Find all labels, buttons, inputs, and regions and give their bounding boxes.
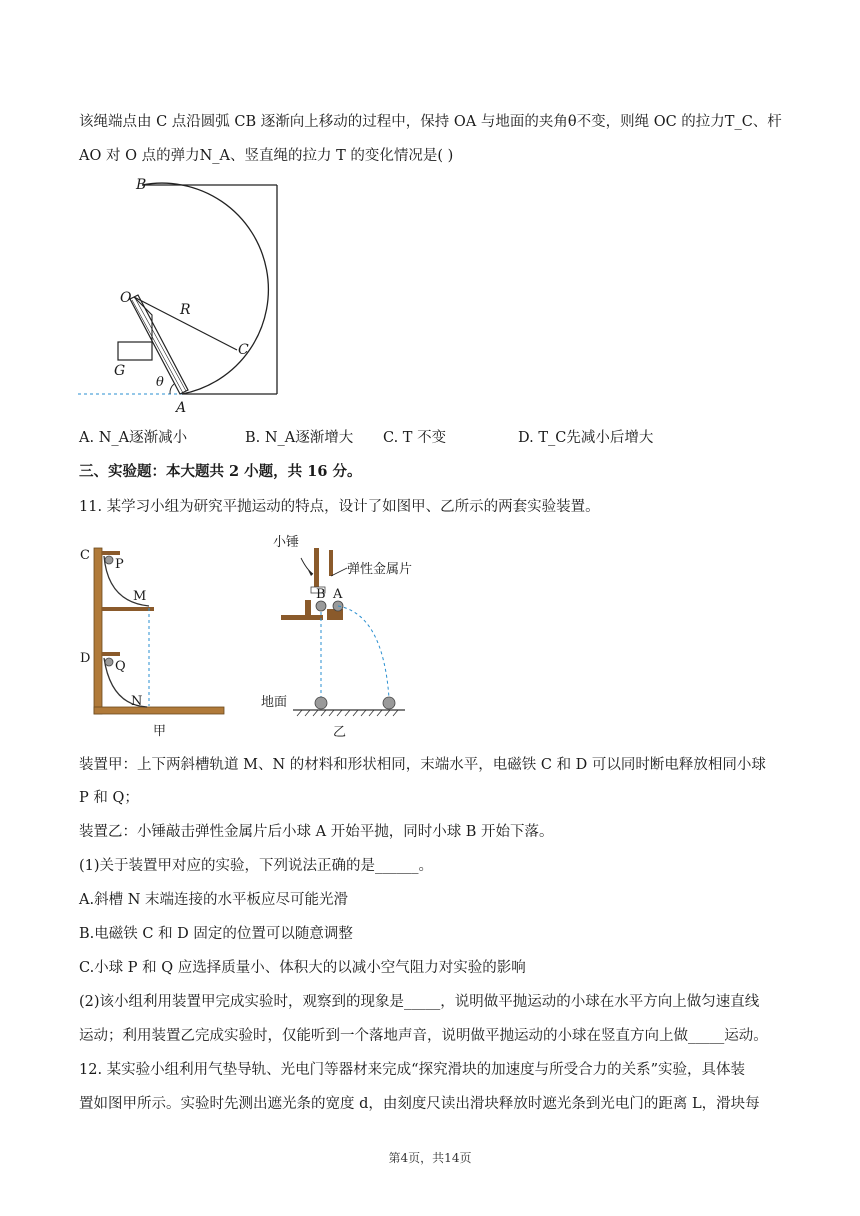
label-a: A [176,400,187,416]
ball-b [316,601,326,611]
q11-sub1: (1)关于装置甲对应的实验，下列说法正确的是______。 [79,858,434,874]
q11-desc-jia-2: P 和 Q； [79,790,139,806]
label-plate: 弹性金属片 [347,562,413,577]
q11-stem: 11. 某学习小组为研究平抛运动的特点，设计了如图甲、乙所示的两套实验装置。 [79,499,600,515]
label-o: O [120,290,132,306]
label-hammer: 小锤 [273,535,300,550]
caption-yi: 乙 [333,725,347,740]
label-jia-p: P [115,557,124,572]
label-jia-c: C [80,548,90,563]
q10-text-line-2: AO 对 O 点的弹力N_A、竖直绳的拉力 T 的变化情况是( ) [79,148,454,164]
base-board [94,707,224,714]
q10-figure [70,172,290,420]
label-yi-a: A [333,587,343,602]
q12-text-line-2: 置如图甲所示。实验时先测出遮光条的宽度 d，由刻度尺读出滑块释放时遮光条到光电门的距离 L，滑块每 [79,1096,760,1112]
label-r: R [180,302,191,318]
q11-sub1-option-b: B.电磁铁 C 和 D 固定的位置可以随意调整 [79,926,353,942]
label-b: B [136,177,147,193]
q10-option-b: B. N_A逐渐增大 [245,430,354,446]
q11-sub1-option-a: A.斜槽 N 末端连接的水平板应尽可能光滑 [79,892,348,908]
q10-text-line-1: 该绳端点由 C 点沿圆弧 CB 逐渐向上移动的过程中，保持 OA 与地面的夹角θ不变，则绳 OC 的拉力T_C、杆 [79,114,782,130]
q10-option-c: C. T 不变 [383,430,447,446]
label-g: G [114,363,126,379]
ball-p [105,556,113,564]
label-yi-b: B [316,587,326,602]
label-ground: 地面 [261,695,288,710]
upper-shelf [102,607,154,611]
q10-option-d: D. T_C先减小后增大 [518,430,654,446]
magnet-c [102,551,120,555]
q11-sub2-line-2: 运动；利用装置乙完成实验时，仅能听到一个落地声音，说明做平抛运动的小球在竖直方向上做_____运动。 [79,1028,768,1044]
hammer [314,548,319,588]
q11-desc-jia-1: 装置甲：上下两斜槽轨道 M、N 的材料和形状相同，末端水平，电磁铁 C 和 D 可以同时断电释放相同小球 [79,757,766,773]
elastic-plate [329,550,333,576]
label-theta: θ [156,375,164,390]
vertical-post [94,548,102,714]
magnet-d [102,652,120,656]
trajectory-a [338,606,389,698]
q10-option-a: A. N_A逐渐减小 [79,430,188,446]
page-footer: 第4页，共14页 [388,1151,472,1165]
q12-text-line-1: 12. 某实验小组利用气垫导轨、光电门等器材来完成“探究滑块的加速度与所受合力的关系”实验，具体装 [79,1062,745,1078]
label-c: C [238,342,249,358]
ball-b-ground [315,697,327,709]
q11-figure-yi [255,530,435,742]
block-g [118,342,152,360]
label-jia-q: Q [115,659,126,674]
q11-sub1-option-c: C.小球 P 和 Q 应选择质量小、体积大的以减小空气阻力对实验的影响 [79,960,526,976]
label-jia-m: M [133,589,147,604]
ball-q [105,658,113,666]
arc-cb [142,183,268,394]
label-jia-d: D [80,651,91,666]
section-3-header: 三、实验题：本大题共 2 小题，共 16 分。 [79,463,362,480]
q11-figure-jia [75,542,235,742]
q11-desc-yi: 装置乙：小锤敲击弹性金属片后小球 A 开始平抛，同时小球 B 开始下落。 [79,824,554,840]
caption-jia: 甲 [153,724,167,739]
label-jia-n: N [131,694,143,709]
stand-base-left [281,615,323,620]
q11-sub2-line-1: (2)该小组利用装置甲完成实验时，观察到的现象是_____，说明做平抛运动的小球在水平方向上做匀速直线 [79,994,760,1010]
ball-a-ground [383,697,395,709]
